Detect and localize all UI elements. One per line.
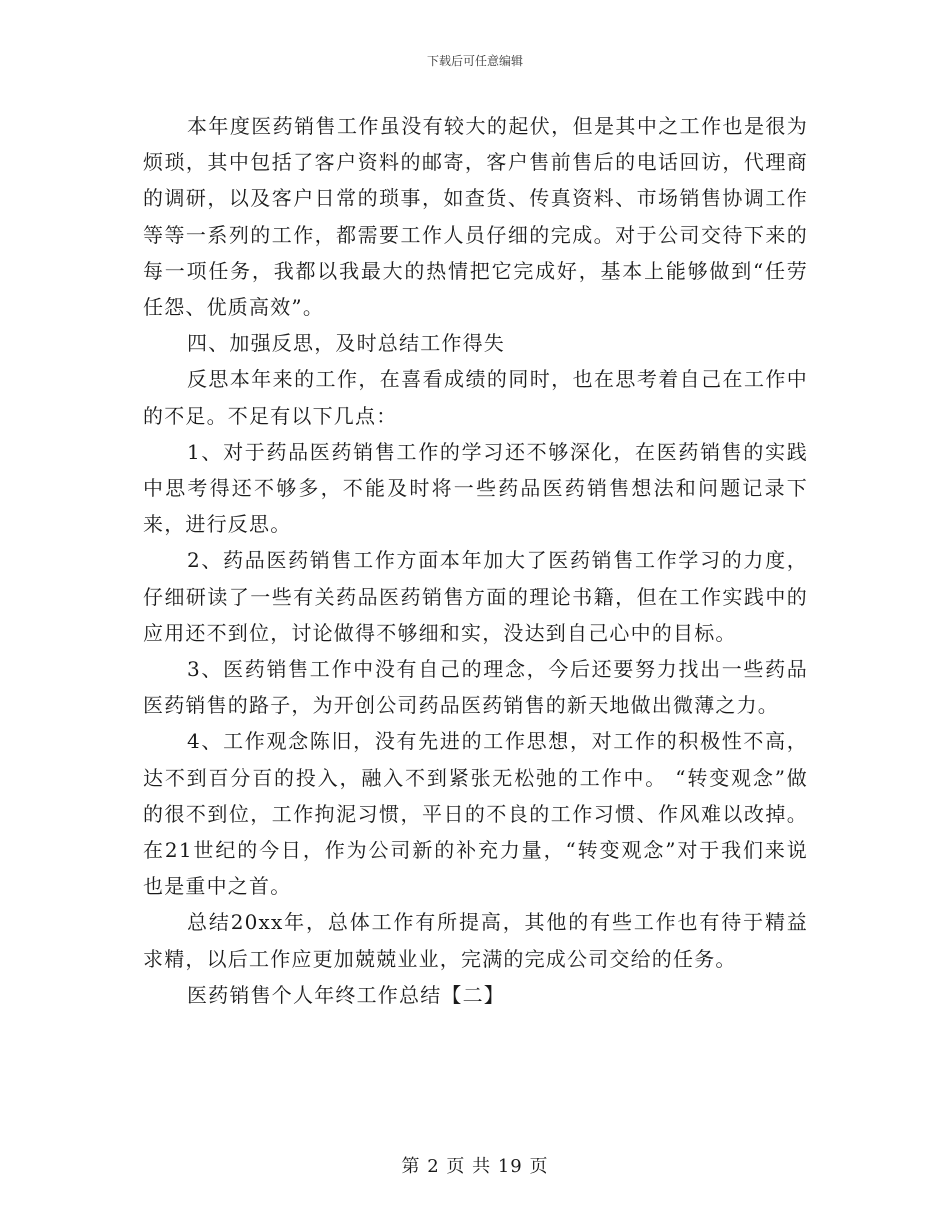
page-header: 下载后可任意编辑 <box>426 54 523 68</box>
paragraph-conclusion: 总结20xx年，总体工作有所提高，其他的有些工作也有待于精益求精，以后工作应更加兢兢业业，完满的完成公司交给的任务。 <box>143 910 808 971</box>
paragraph-reflection-intro: 反思本年来的工作，在喜看成绩的同时，也在思考着自己在工作中的不足。不足有以下几点： <box>143 367 808 428</box>
paragraph-shortcoming-4: 4、工作观念陈旧，没有先进的工作思想，对工作的积极性不高，达不到百分百的投入，融入不到紧张无松弛的工作中。 “转变观念”做的很不到位，工作拘泥习惯，平日的不良的工作习惯、作风难以改掉。在21世纪的今日，作为公司新的补充力量，“转变观念”对于我们来说也是重中之首。 <box>143 729 808 899</box>
document-body <box>143 108 808 1013</box>
paragraph-shortcoming-3: 3、医药销售工作中没有自己的理念，今后还要努力找出一些药品医药销售的路子，为开创公司药品医药销售的新天地做出微薄之力。 <box>143 657 808 718</box>
paragraph-shortcoming-2: 2、药品医药销售工作方面本年加大了医药销售工作学习的力度，仔细研读了一些有关药品医药销售方面的理论书籍，但在工作实践中的应用还不到位，讨论做得不够细和实，没达到自己心中的目标。 <box>143 548 808 645</box>
section-heading-reflection: 四、加强反思，及时总结工作得失 <box>187 331 505 356</box>
page-number-footer: 第 2 页 共 19 页 <box>401 1156 549 1177</box>
paragraph-work-summary: 本年度医药销售工作虽没有较大的起伏，但是其中之工作也是很为烦琐，其中包括了客户资料的邮寄，客户售前售后的电话回访，代理商的调研，以及客户日常的琐事，如查货、传真资料、市场销售协调工作等等一系列的工作，都需要工作人员仔细的完成。对于公司交待下来的每一项任务，我都以我最大的热情把它完成好，基本上能够做到“任劳任怨、优质高效”。 <box>143 114 808 320</box>
paragraph-shortcoming-1: 1、对于药品医药销售工作的学习还不够深化，在医药销售的实践中思考得还不够多，不能及时将一些药品医药销售想法和问题记录下来，进行反思。 <box>143 439 808 537</box>
next-section-title: 医药销售个人年终工作总结【二】 <box>187 982 505 1007</box>
